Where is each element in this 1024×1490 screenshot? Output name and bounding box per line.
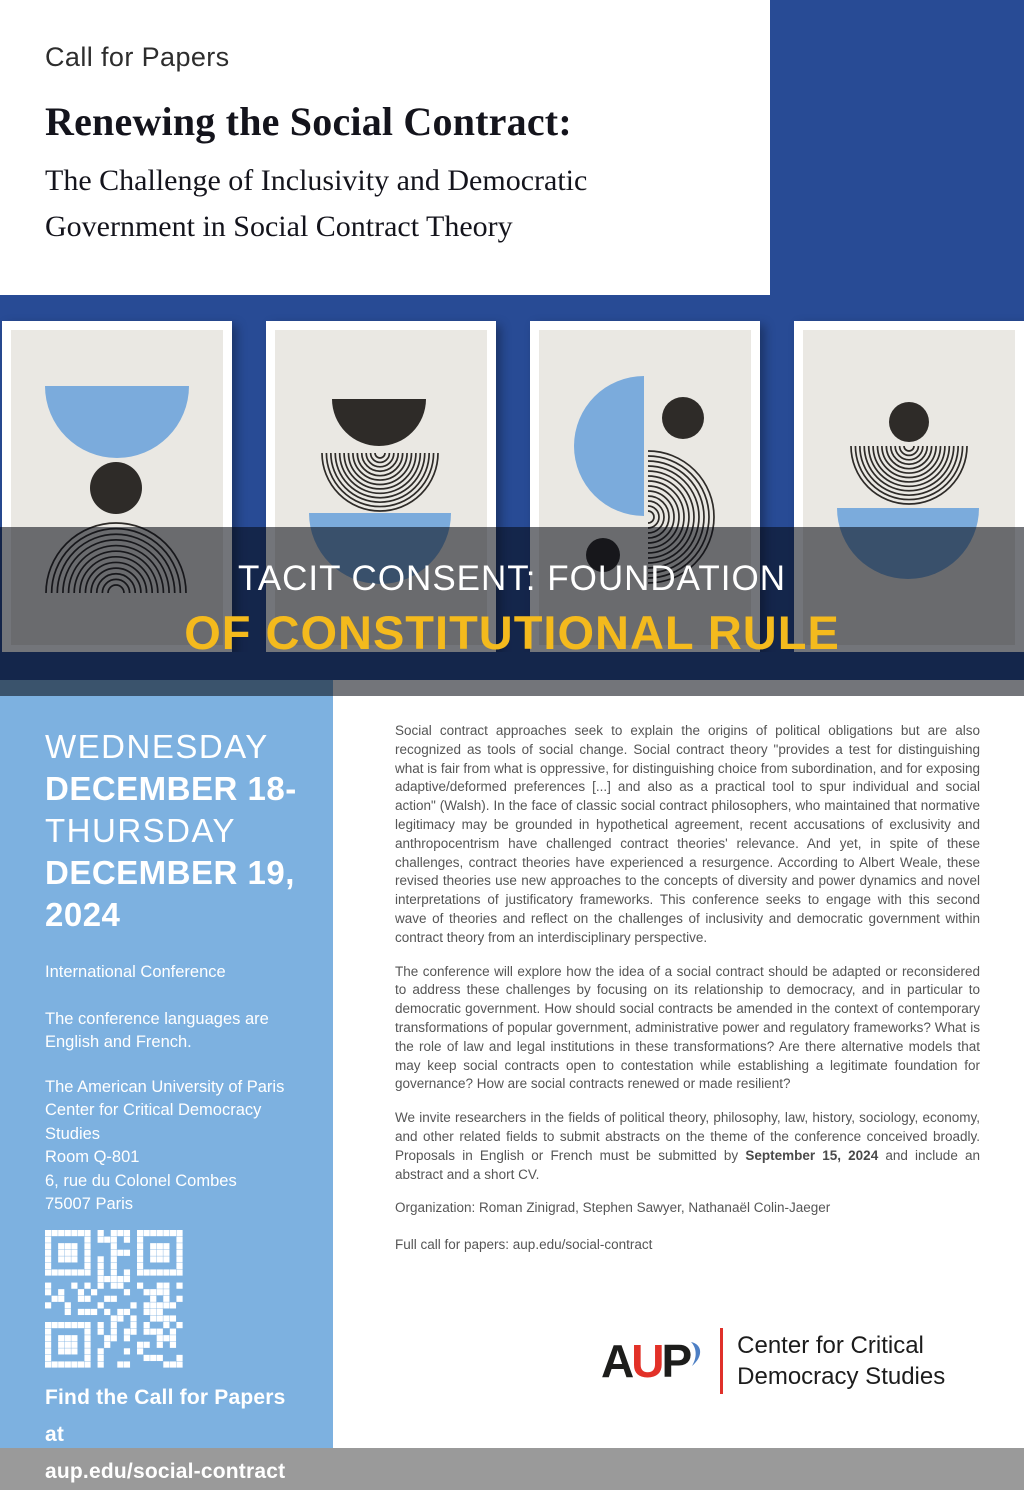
address-line: The American University of Paris xyxy=(45,1077,285,1096)
find-label: Find the Call for Papers at xyxy=(45,1385,286,1446)
logo-divider xyxy=(720,1328,723,1394)
aup-logo xyxy=(601,1334,704,1388)
paragraph-invitation xyxy=(395,1109,980,1184)
date-line: DECEMBER 19, xyxy=(45,854,295,891)
submission-deadline: September 15, 2024 xyxy=(745,1147,879,1163)
date-line: WEDNESDAY xyxy=(45,728,269,765)
invitation-text-end: and include an abstract and a short CV. xyxy=(395,1147,980,1182)
top-right-blue-block xyxy=(770,0,1024,296)
subtitle-line2: Government in Social Contract Theory xyxy=(45,210,513,243)
organization-line: Organization: Roman Zinigrad, Stephen Sawyer, Nathanaël Colin-Jaeger xyxy=(395,1200,831,1216)
date-line: DECEMBER 18- xyxy=(45,770,297,807)
kicker: Call for Papers xyxy=(45,42,230,72)
headline-banner xyxy=(0,527,1024,696)
conference-dates xyxy=(45,726,299,936)
qr-code xyxy=(45,1230,183,1368)
full-call-line: Full call for papers: aup.edu/social-contract xyxy=(395,1237,653,1253)
subtitle xyxy=(45,158,685,250)
logo-lockup xyxy=(601,1328,945,1394)
find-call-for-papers xyxy=(45,1379,299,1490)
center-name-line1: Center for Critical xyxy=(737,1332,924,1359)
header xyxy=(0,0,770,295)
invitation-text: We invite researchers in the fields of political theory, philosophy, law, history, sociology, economy, and other related fields to submit abstracts on the theme of the conference conceived broadly. Proposals in English or French must be submitted by xyxy=(395,1110,980,1163)
page-title: Renewing the Social Contract: xyxy=(45,99,572,144)
subtitle-line1: The Challenge of Inclusivity and Democratic xyxy=(45,164,588,197)
center-name xyxy=(737,1330,945,1392)
center-name-line2: Democracy Studies xyxy=(737,1363,946,1390)
aup-letter-p: P xyxy=(661,1335,690,1387)
conference-type: International Conference xyxy=(45,963,226,981)
headline-line2: OF CONSTITUTIONAL RULE xyxy=(184,606,840,659)
conference-languages: The conference languages are English and French. xyxy=(45,1009,269,1051)
address-line: Room Q-801 xyxy=(45,1148,140,1166)
aup-letter-u: U xyxy=(631,1335,662,1387)
aup-letter-a: A xyxy=(601,1335,632,1387)
address-line: 75007 Paris xyxy=(45,1195,134,1213)
call-for-papers-url: aup.edu/social-contract xyxy=(45,1459,286,1483)
headline-line1: TACIT CONSENT: FOUNDATION xyxy=(237,559,787,598)
aup-blue-swash-icon xyxy=(690,1342,704,1366)
paragraph-intro: Social contract approaches seek to explain the origins of political obligations but are also recognized as tools of social change. Social contract theory "provides a test for distinguishing what is fair from what is oppressive, for distinguishing choice from subordination, and for exposing adaptive/deformed preferences [...] and also as a practical tool to spur individual and social action" (Walsh). In the face of classic social contract philosophers, who maintained that normative legitimacy may be grounded in hypothetical agreement, recent accusations of exclusivity and anthropocentrism have challenged contract theories' relevance. And yet, in spite of these challenges, contract theories have experienced a resurgence. According to Albert Weale, these revised theories use new approaches to the concepts of diversity and power dynamics and novel interpretations of justificatory frameworks. This conference seeks to engage with this second wave of theories and reflect on the challenges of inclusivity and democratic government within contract theory from an interdisciplinary perspective. xyxy=(395,723,980,945)
date-line: THURSDAY xyxy=(45,812,237,849)
venue-address xyxy=(45,1076,299,1217)
blue-band-top xyxy=(0,295,1024,322)
paragraph-themes: The conference will explore how the idea of a social contract should be adapted or reconsidered to address these challenges by focusing on its relationship to democracy, and in particular to democratic government. How should social contracts be amended in the context of contemporary transformations of popular government, administrative power and regulatory frameworks? What is the role of law and legal institutions in these transformations? Are there alternative models that may keep social contracts open to contestation while establishing a legitimate foundation for governance? How are social contracts renewed or made resilient? xyxy=(395,963,980,1092)
address-line: 6, rue du Colonel Combes xyxy=(45,1171,237,1190)
address-line: Center for Critical Democracy Studies xyxy=(45,1101,262,1143)
sidebar xyxy=(0,680,333,1483)
main-text-area xyxy=(333,680,1024,1448)
date-line: 2024 xyxy=(45,896,121,933)
